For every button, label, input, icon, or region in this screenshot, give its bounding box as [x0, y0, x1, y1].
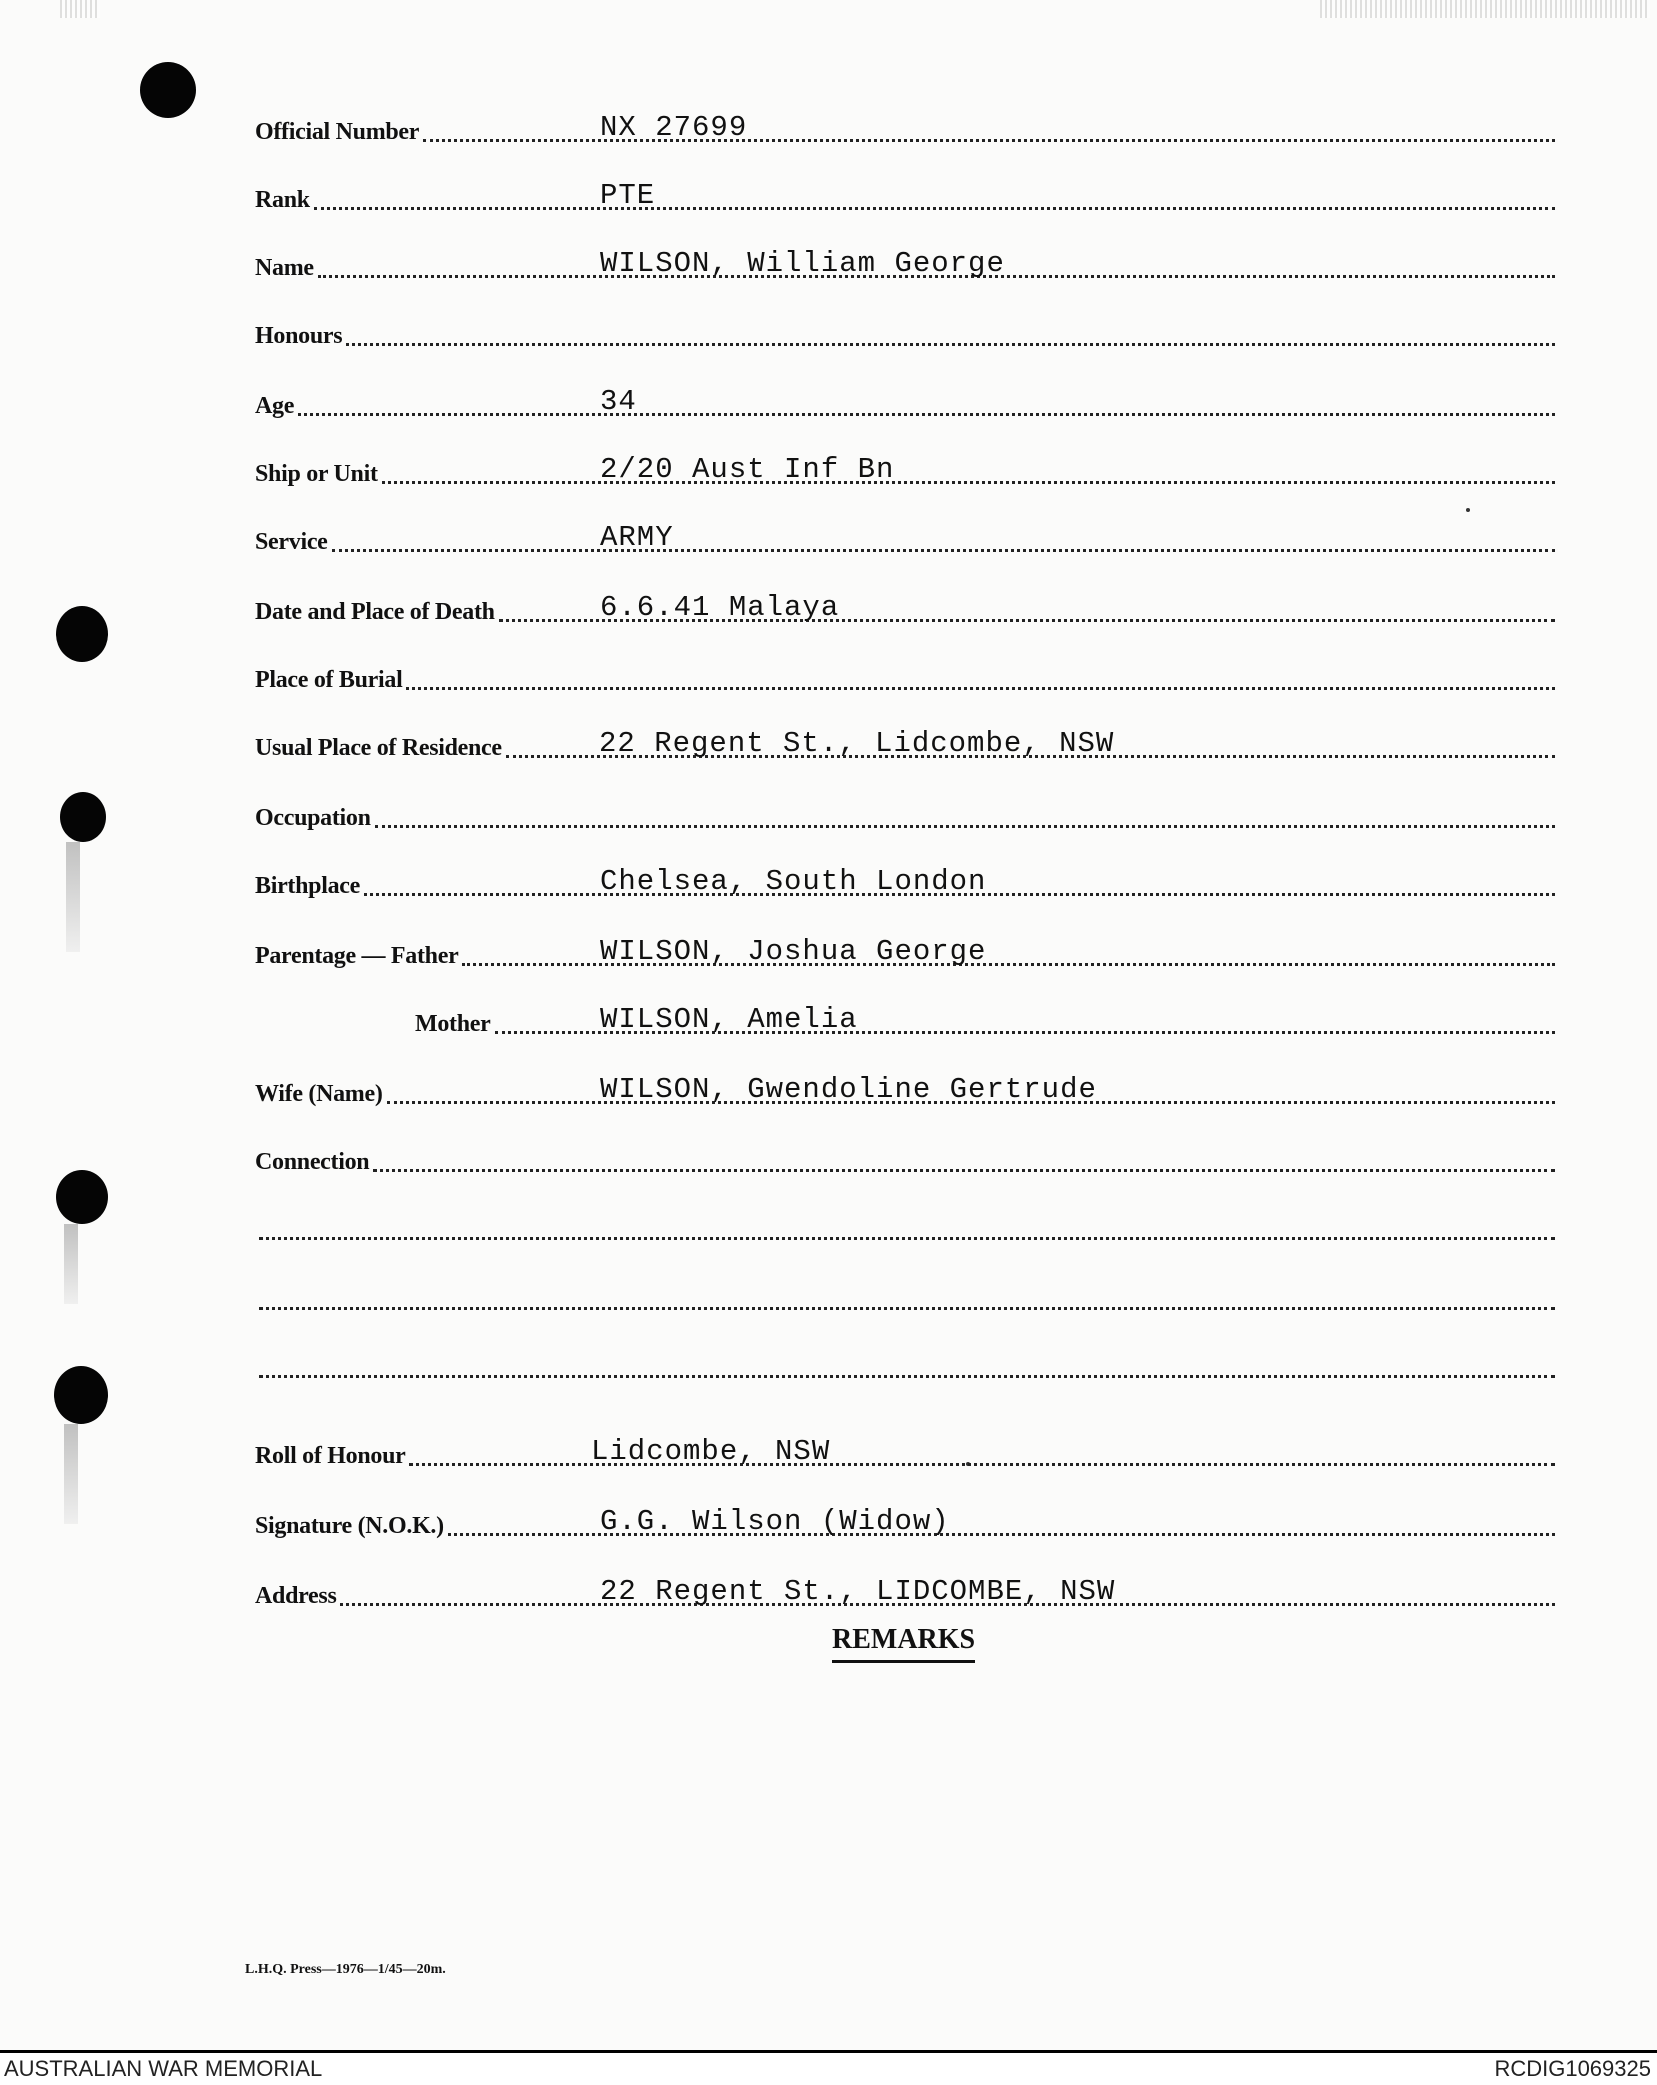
field-father — [255, 924, 1555, 974]
field-label: Connection — [255, 1149, 370, 1175]
dotted-line — [332, 549, 1555, 552]
archive-footer — [0, 2050, 1657, 2085]
field-value: WILSON, Gwendoline Gertrude — [600, 1073, 1097, 1106]
dotted-line — [409, 1463, 1555, 1466]
scan-noise — [1320, 0, 1650, 18]
field-value: 22 Regent St., LIDCOMBE, NSW — [600, 1575, 1116, 1608]
field-service — [255, 510, 1555, 560]
field-label: Age — [255, 393, 295, 419]
field-label: Place of Burial — [255, 667, 403, 693]
dotted-line — [259, 1375, 1555, 1378]
field-rank — [255, 168, 1555, 218]
field-occupation — [255, 786, 1555, 836]
dotted-line — [406, 687, 1555, 690]
dotted-line — [375, 825, 1555, 828]
field-name — [255, 236, 1555, 286]
field-value: WILSON, William George — [600, 247, 1005, 280]
remarks-heading: REMARKS — [832, 1624, 975, 1663]
field-label: Occupation — [255, 805, 371, 831]
field-value: 2/20 Aust Inf Bn — [600, 453, 895, 486]
field-birthplace — [255, 854, 1555, 904]
field-label: Wife (Name) — [255, 1081, 383, 1107]
dotted-line — [314, 207, 1555, 210]
dotted-line — [259, 1307, 1555, 1310]
punch-hole — [60, 792, 106, 842]
field-label: Mother — [415, 1011, 491, 1037]
field-value: Lidcombe, NSW — [591, 1435, 831, 1468]
field-value: Chelsea, South London — [600, 865, 987, 898]
field-label: Parentage — Father — [255, 943, 459, 969]
punch-hole — [56, 606, 108, 662]
institution-name: AUSTRALIAN WAR MEMORIAL — [4, 2056, 323, 2081]
field-usual-residence — [255, 716, 1555, 766]
printer-imprint: L.H.Q. Press—1976—1/45—20m. — [245, 1962, 446, 1977]
hole-shadow — [66, 842, 80, 952]
field-value: 6.6.41 Malaya — [600, 591, 840, 624]
field-label: Roll of Honour — [255, 1443, 406, 1469]
field-value: WILSON, Joshua George — [600, 935, 987, 968]
field-value: 34 — [600, 385, 637, 418]
field-label: Honours — [255, 323, 343, 349]
field-connection-line — [255, 1198, 1555, 1248]
punch-hole — [140, 62, 196, 118]
field-label: Signature (N.O.K.) — [255, 1513, 444, 1539]
field-value: G.G. Wilson (Widow) — [600, 1505, 950, 1538]
field-connection-line — [255, 1268, 1555, 1318]
hole-shadow — [64, 1224, 78, 1304]
dotted-line — [346, 343, 1555, 346]
field-label: Rank — [255, 187, 310, 213]
field-label: Birthplace — [255, 873, 360, 899]
dotted-line — [373, 1169, 1555, 1172]
field-connection-line — [255, 1336, 1555, 1386]
hole-shadow — [64, 1424, 78, 1524]
dotted-line — [382, 481, 1555, 484]
field-value: 22 Regent St., Lidcombe, NSW — [599, 727, 1115, 760]
field-roll-of-honour — [255, 1424, 1555, 1474]
scan-noise — [60, 0, 100, 18]
field-official-number — [255, 100, 1555, 150]
field-label: Usual Place of Residence — [255, 735, 502, 761]
field-place-of-burial — [255, 648, 1555, 698]
image-id: RCDIG1069325 — [1494, 2056, 1651, 2081]
field-label: Service — [255, 529, 328, 555]
field-signature — [255, 1494, 1555, 1544]
field-value: WILSON, Amelia — [600, 1003, 858, 1036]
punch-hole — [56, 1170, 108, 1224]
field-label: Address — [255, 1583, 337, 1609]
dotted-line — [298, 413, 1555, 416]
field-label: Official Number — [255, 119, 420, 145]
dotted-line — [259, 1237, 1555, 1240]
dotted-line — [423, 139, 1555, 142]
punch-hole — [54, 1366, 108, 1424]
field-label: Name — [255, 255, 314, 281]
field-connection — [255, 1130, 1555, 1180]
field-ship-or-unit — [255, 442, 1555, 492]
field-wife — [255, 1062, 1555, 1112]
field-value: ARMY — [600, 521, 674, 554]
field-label: Ship or Unit — [255, 461, 378, 487]
field-mother — [255, 992, 1555, 1042]
field-label: Date and Place of Death — [255, 599, 495, 625]
field-address — [255, 1564, 1555, 1614]
field-value: PTE — [600, 179, 656, 212]
field-date-place-death — [255, 580, 1555, 630]
field-honours — [255, 304, 1555, 354]
field-value: NX 27699 — [600, 111, 748, 144]
field-age — [255, 374, 1555, 424]
